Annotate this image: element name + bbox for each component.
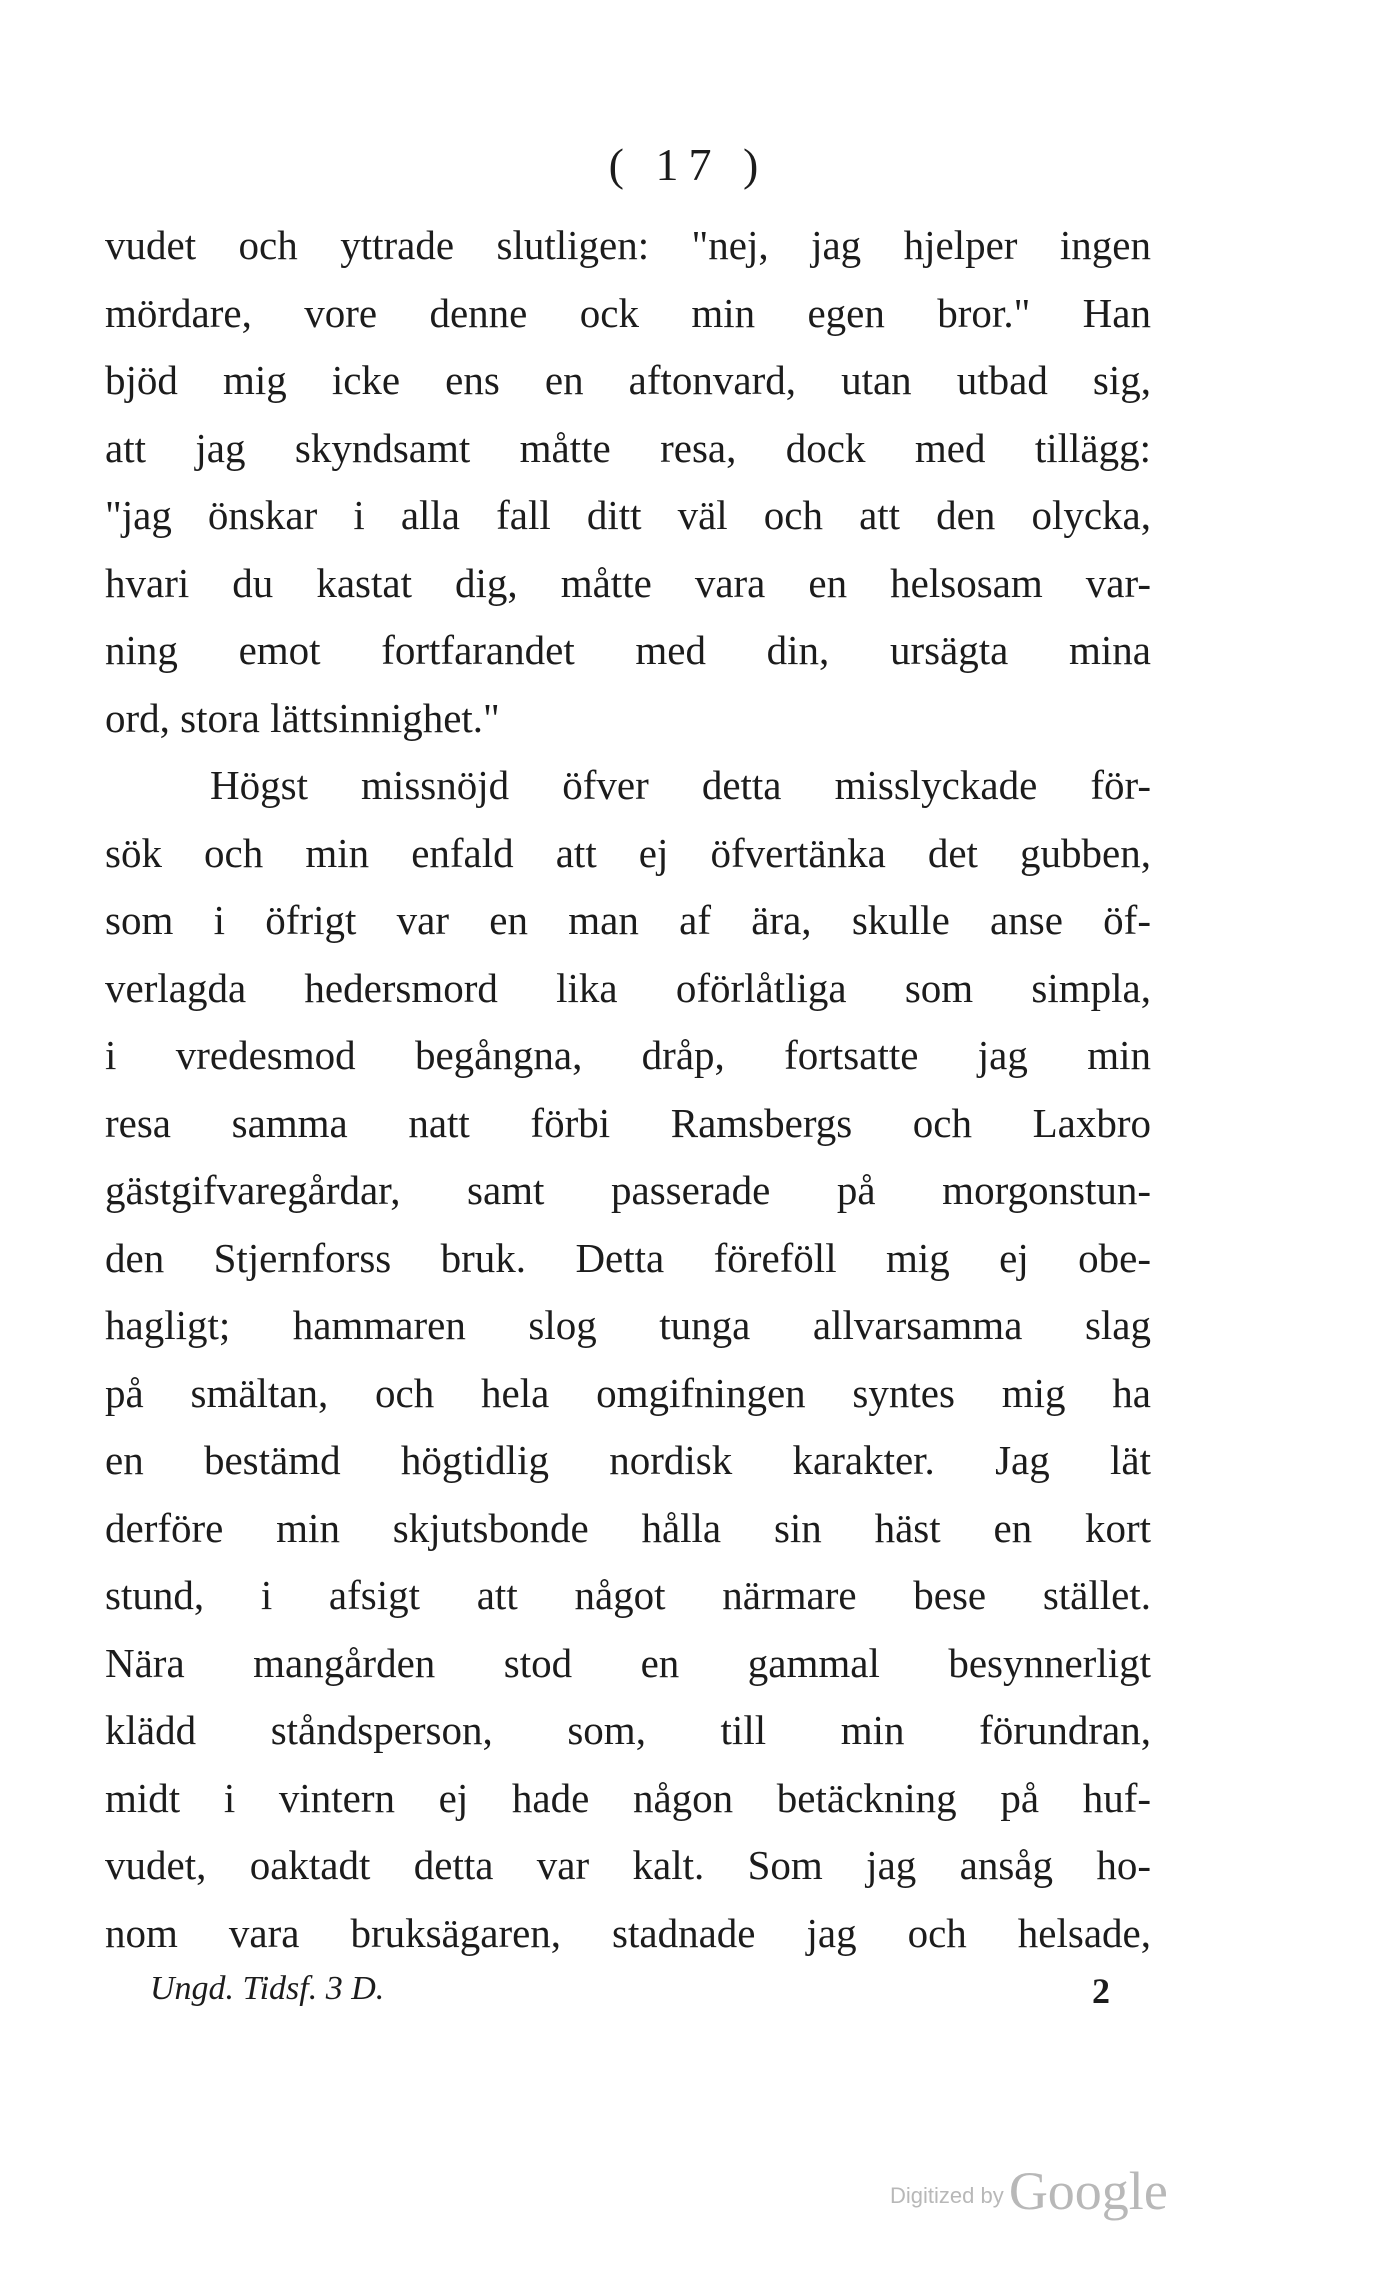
text-line: nom vara bruksägaren, stadnade jag och helsade,	[105, 1909, 1151, 1956]
text-line: resa samma natt förbi Ramsbergs och Laxbro	[105, 1099, 1151, 1146]
body-text	[105, 212, 1151, 1967]
page-number: ( 17 )	[608, 139, 769, 190]
text-line: ning emot fortfarandet med din, ursägta mina	[105, 627, 1151, 673]
text-line: vudet, oaktadt detta var kalt. Som jag ansåg ho-	[105, 1842, 1151, 1888]
sheet-mark: 2	[1092, 1971, 1110, 2011]
text-line: derföre min skjutsbonde hålla sin häst en kort	[105, 1504, 1151, 1551]
text-line: Nära mangården stod en gammal besynnerligt	[105, 1639, 1151, 1686]
text-line: verlagda hedersmord lika oförlåtliga som simpla,	[105, 964, 1151, 1011]
text-line: "jag önskar i alla fall ditt väl och att den olycka,	[105, 492, 1151, 538]
text-line: Högst missnöjd öfver detta misslyckade för-	[210, 762, 1151, 808]
text-line: mördare, vore denne ock min egen bror." Han	[105, 289, 1151, 336]
text-line: i vredesmod begångna, dråp, fortsatte jag min	[105, 1032, 1151, 1078]
text-line: som i öfrigt var en man af ära, skulle anse öf-	[105, 897, 1151, 943]
text-line: sök och min enfald att ej öfvertänka det gubben,	[105, 829, 1151, 876]
text-line: på smältan, och hela omgifningen syntes mig ha	[105, 1369, 1151, 1416]
text-line: den Stjernforss bruk. Detta föreföll mig ej obe-	[105, 1234, 1151, 1281]
text-line: stund, i afsigt att något närmare bese stället.	[105, 1572, 1151, 1618]
text-line: bjöd mig icke ens en aftonvard, utan utbad sig,	[105, 357, 1151, 403]
page-footer	[150, 1970, 1110, 2020]
text-line: en bestämd högtidlig nordisk karakter. Jag lät	[105, 1437, 1151, 1483]
text-line: hagligt; hammaren slog tunga allvarsamma slag	[105, 1302, 1151, 1348]
text-line: ord, stora lättsinnighet."	[105, 694, 500, 741]
text-line: midt i vintern ej hade någon betäckning på huf-	[105, 1774, 1151, 1821]
text-line: klädd ståndsperson, som, till min förundran,	[105, 1707, 1151, 1753]
text-line: att jag skyndsamt måtte resa, dock med tillägg:	[105, 424, 1151, 471]
watermark-brand: Google	[1008, 2161, 1168, 2221]
text-line: gästgifvaregårdar, samt passerade på morgonstun-	[105, 1167, 1151, 1213]
watermark-prefix: Digitized by	[890, 2183, 1004, 2208]
text-line: vudet och yttrade slutligen: "nej, jag hjelper ingen	[105, 222, 1151, 268]
text-line: hvari du kastat dig, måtte vara en helsosam var-	[105, 559, 1151, 606]
digitized-watermark	[890, 2160, 1168, 2222]
signature-mark: Ungd. Tidsf. 3 D.	[150, 1970, 385, 2007]
